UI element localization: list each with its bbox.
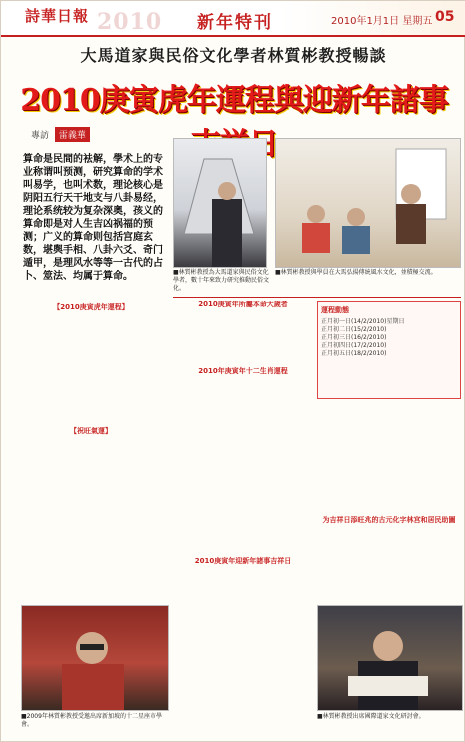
section-heading: 2010庚寅年所屬本命大歲者 <box>198 301 288 308</box>
section-heading: 【祝旺氣運】 <box>70 426 112 435</box>
middle-column-text <box>173 301 313 721</box>
photo-professor-tree <box>173 138 267 268</box>
masthead <box>1 1 465 37</box>
headline: 2010庚寅虎年運程與迎新年諸事 <box>20 83 448 118</box>
box-line: 正月初一日(14/2/2010)星期日 <box>321 318 405 325</box>
caption-3: ■2009年林質彬教授受邀出席新加坡的十二星座市學會。 <box>21 713 162 728</box>
byline-label: 專訪 <box>31 131 50 141</box>
box-line: 正月初二日(15/2/2010) <box>321 326 387 333</box>
issue-date: 2010年1月1日 星期五 <box>331 16 433 27</box>
section-heading: 为吉祥日添旺兆的古元化字林宫和居民助圖 <box>322 516 456 524</box>
box-line: 正月初三日(16/2/2010) <box>321 334 387 341</box>
photo-professor-bottom-left <box>21 605 169 711</box>
photo-professor-bottom-right <box>317 605 463 711</box>
caption-1: ■林質彬教授為大馬道家與民俗文化學者，數十年來致力研究推動民俗文化。 <box>173 269 270 292</box>
box-title: 運程動態 <box>321 306 349 314</box>
section-heading: 2010年庚寅年十二生肖運程 <box>198 366 288 375</box>
section-title: 新年特刊 <box>197 13 273 33</box>
section-heading: 2010庚寅年迎新年諸事吉祥日 <box>194 556 292 565</box>
photo-illustration <box>276 139 460 267</box>
fortune-box <box>317 301 461 399</box>
newspaper-logo: 詩華日報 <box>25 9 90 25</box>
caption-5: ■林質彬教授出席國際道家文化研討會。 <box>317 713 425 720</box>
section-divider <box>173 297 461 298</box>
photo-illustration <box>22 606 168 710</box>
box-line: 正月初四日(17/2/2010) <box>321 342 387 349</box>
photo-illustration <box>174 139 266 267</box>
subheadline: 大馬道家與民俗文化學者林質彬教授暢談 <box>80 46 387 65</box>
year-watermark: 2010 <box>97 9 163 35</box>
photo-illustration <box>318 606 462 710</box>
section-heading: 【2010庚寅虎年運程】 <box>53 303 129 311</box>
intro-paragraph: 算命是民間的袪解，學术上的专业称谓叫预测，研究算命的学术叫易学，也叫术数，理论核心是阴阳五行天干地支与八卦易经，理论系统较为复杂深奥，孩义的算命即是对人生吉凶祸福的预测；广义的算命则包括宫庭玄数，堪舆手相、八卦六爻、奇门遁甲，是理风水等等一古代的占卜、筮法、均属于算命。 <box>23 154 163 282</box>
left-column-text <box>15 266 167 516</box>
page-number: 05 <box>435 9 455 25</box>
byline <box>31 127 93 142</box>
photo-classroom <box>275 138 461 268</box>
right-column-text <box>317 403 461 598</box>
byline-name: 雷義華 <box>55 127 90 142</box>
caption-2: ■林質彬教授與學員在大馬弘揚傳統風水文化，並積極交流。 <box>275 269 437 276</box>
box-line: 正月初五日(18/2/2010) <box>321 350 387 357</box>
